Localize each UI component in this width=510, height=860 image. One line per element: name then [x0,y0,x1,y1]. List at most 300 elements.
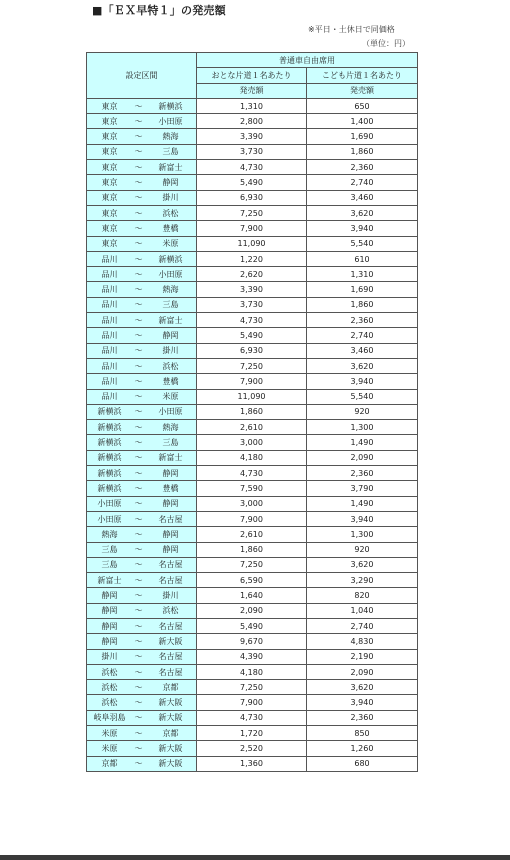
child-fare: 1,860 [307,297,418,312]
to-station: 小田原 [158,116,183,126]
adult-fare: 2,800 [197,114,307,129]
child-fare: 1,400 [307,114,418,129]
section-cell [87,404,197,419]
tilde: 〜 [134,315,143,325]
adult-fare: 4,730 [197,313,307,328]
table-row [87,726,418,741]
table-row [87,435,418,450]
fare-table-body [87,98,418,771]
child-fare: 2,090 [307,664,418,679]
from-station: 新横浜 [97,468,122,478]
child-fare: 850 [307,726,418,741]
to-station: 熱海 [162,285,179,295]
unit-note: （単位：円） [362,39,410,48]
to-station: 静岡 [162,499,179,509]
tilde: 〜 [134,116,143,126]
adult-fare: 1,640 [197,588,307,603]
tilde: 〜 [134,162,143,172]
from-station: 東京 [101,147,118,157]
adult-fare: 2,620 [197,267,307,282]
table-row [87,129,418,144]
section-cell [87,573,197,588]
to-station: 名古屋 [158,667,183,677]
table-row [87,267,418,282]
table-row [87,297,418,312]
section-cell [87,695,197,710]
to-station: 新大阪 [158,636,183,646]
to-station: 新富士 [158,162,183,172]
child-fare: 3,460 [307,343,418,358]
to-station: 三島 [162,300,179,310]
section-cell [87,450,197,465]
adult-fare: 5,490 [197,618,307,633]
tilde: 〜 [134,101,143,111]
section-cell [87,634,197,649]
to-station: 小田原 [158,407,183,417]
section-cell [87,588,197,603]
child-fare: 2,360 [307,466,418,481]
to-station: 三島 [162,438,179,448]
adult-fare: 6,930 [197,190,307,205]
header-child: こども片道１名あたり [307,68,418,83]
from-station: 東京 [101,193,118,203]
header-adult-sale: 発売額 [197,83,307,98]
child-fare: 3,460 [307,190,418,205]
tilde: 〜 [134,621,143,631]
adult-fare: 7,900 [197,221,307,236]
section-cell [87,435,197,450]
child-fare: 3,620 [307,557,418,572]
section-cell [87,190,197,205]
to-station: 名古屋 [158,514,183,524]
to-station: 豊橋 [162,483,179,493]
adult-fare: 1,360 [197,756,307,771]
child-fare: 2,740 [307,618,418,633]
table-row [87,175,418,190]
tilde: 〜 [134,330,143,340]
to-station: 熱海 [162,132,179,142]
section-cell [87,114,197,129]
from-station: 京都 [101,759,118,769]
from-station: 新横浜 [97,422,122,432]
from-station: 岐阜羽島 [93,713,126,723]
table-row [87,374,418,389]
section-cell [87,741,197,756]
adult-fare: 1,220 [197,251,307,266]
tilde: 〜 [134,193,143,203]
to-station: 熱海 [162,422,179,432]
section-cell [87,527,197,542]
from-station: 品川 [101,330,118,340]
to-station: 新大阪 [158,713,183,723]
adult-fare: 7,900 [197,511,307,526]
adult-fare: 1,310 [197,98,307,113]
section-cell [87,618,197,633]
child-fare: 650 [307,98,418,113]
child-fare: 4,830 [307,634,418,649]
child-fare: 920 [307,542,418,557]
section-cell [87,710,197,725]
tilde: 〜 [134,636,143,646]
child-fare: 3,940 [307,511,418,526]
section-cell [87,420,197,435]
table-row [87,98,418,113]
from-station: 三島 [101,545,118,555]
tilde: 〜 [134,682,143,692]
header-child-sale: 発売額 [307,83,418,98]
to-station: 京都 [162,682,179,692]
to-station: 静岡 [162,529,179,539]
table-row [87,664,418,679]
section-cell [87,680,197,695]
child-fare: 5,540 [307,389,418,404]
adult-fare: 3,730 [197,144,307,159]
adult-fare: 4,730 [197,466,307,481]
table-row [87,710,418,725]
table-row [87,328,418,343]
to-station: 米原 [162,239,179,249]
tilde: 〜 [134,453,143,463]
tilde: 〜 [134,361,143,371]
section-cell [87,466,197,481]
adult-fare: 7,250 [197,358,307,373]
adult-fare: 6,590 [197,573,307,588]
child-fare: 5,540 [307,236,418,251]
tilde: 〜 [134,591,143,601]
tilde: 〜 [134,698,143,708]
child-fare: 2,360 [307,313,418,328]
to-station: 京都 [162,728,179,738]
tilde: 〜 [134,178,143,188]
section-cell [87,603,197,618]
from-station: 米原 [101,744,118,753]
adult-fare: 3,000 [197,435,307,450]
section-cell [87,542,197,557]
child-fare: 3,940 [307,221,418,236]
from-station: 品川 [101,361,118,371]
table-row [87,236,418,251]
table-row [87,634,418,649]
tilde: 〜 [134,529,143,539]
to-station: 浜松 [162,361,179,371]
child-fare: 3,290 [307,573,418,588]
adult-fare: 7,900 [197,695,307,710]
header-group: 普通車自由席用 [197,53,418,68]
tilde: 〜 [134,438,143,448]
adult-fare: 2,090 [197,603,307,618]
tilde: 〜 [134,575,143,585]
child-fare: 1,260 [307,741,418,756]
child-fare: 2,360 [307,710,418,725]
tilde: 〜 [134,147,143,157]
to-station: 名古屋 [158,652,183,662]
child-fare: 2,360 [307,160,418,175]
table-row [87,542,418,557]
adult-fare: 11,090 [197,389,307,404]
from-station: 新横浜 [97,438,122,448]
tilde: 〜 [134,468,143,478]
section-cell [87,251,197,266]
child-fare: 920 [307,404,418,419]
tilde: 〜 [134,759,143,769]
to-station: 名古屋 [158,560,183,570]
to-station: 新富士 [158,315,183,325]
tilde: 〜 [134,392,143,402]
from-station: 東京 [101,132,118,142]
table-row [87,404,418,419]
table-row [87,420,418,435]
from-station: 静岡 [101,636,118,646]
from-station: 品川 [101,269,118,279]
header-section: 設定区間 [87,53,197,99]
child-fare: 2,090 [307,450,418,465]
to-station: 掛川 [162,193,179,203]
adult-fare: 2,610 [197,527,307,542]
adult-fare: 4,730 [197,710,307,725]
to-station: 新富士 [158,453,183,463]
section-cell [87,297,197,312]
section-cell [87,129,197,144]
table-row [87,114,418,129]
tilde: 〜 [134,483,143,493]
adult-fare: 4,730 [197,160,307,175]
tilde: 〜 [134,606,143,616]
table-row [87,313,418,328]
adult-fare: 7,250 [197,205,307,220]
to-station: 掛川 [162,346,179,356]
tilde: 〜 [134,300,143,310]
tilde: 〜 [134,667,143,677]
from-station: 新横浜 [97,483,122,493]
table-row [87,511,418,526]
table-row [87,389,418,404]
tilde: 〜 [134,132,143,142]
to-station: 静岡 [162,330,179,340]
from-station: 品川 [101,376,118,386]
section-cell [87,481,197,496]
section-cell [87,649,197,664]
tilde: 〜 [134,560,143,570]
tilde: 〜 [134,422,143,432]
adult-fare: 5,490 [197,328,307,343]
child-fare: 1,690 [307,282,418,297]
table-row [87,190,418,205]
child-fare: 1,300 [307,527,418,542]
table-row [87,466,418,481]
table-row [87,680,418,695]
tilde: 〜 [134,545,143,555]
section-cell [87,756,197,771]
to-station: 名古屋 [158,621,183,631]
from-station: 東京 [101,162,118,172]
to-station: 豊橋 [162,376,179,386]
adult-fare: 3,730 [197,297,307,312]
child-fare: 2,190 [307,649,418,664]
adult-fare: 3,390 [197,282,307,297]
section-cell [87,557,197,572]
child-fare: 1,860 [307,144,418,159]
from-station: 小田原 [97,499,122,509]
tilde: 〜 [134,728,143,738]
child-fare: 1,490 [307,496,418,511]
child-fare: 1,690 [307,129,418,144]
from-station: 浜松 [101,667,118,677]
from-station: 静岡 [101,606,118,616]
adult-fare: 7,900 [197,374,307,389]
child-fare: 2,740 [307,175,418,190]
from-station: 静岡 [101,621,118,631]
from-station: 新横浜 [97,453,122,463]
section-cell [87,496,197,511]
adult-fare: 2,520 [197,741,307,756]
child-fare: 3,940 [307,374,418,389]
tilde: 〜 [134,346,143,356]
child-fare: 610 [307,251,418,266]
table-row [87,603,418,618]
adult-fare: 7,250 [197,557,307,572]
table-row [87,756,418,771]
table-row [87,557,418,572]
to-station: 小田原 [158,269,183,279]
section-cell [87,205,197,220]
section-cell [87,175,197,190]
header-adult: おとな片道１名あたり [197,68,307,83]
table-row [87,573,418,588]
section-cell [87,160,197,175]
adult-fare: 1,720 [197,726,307,741]
from-station: 三島 [101,560,118,570]
adult-fare: 5,490 [197,175,307,190]
from-station: 小田原 [97,514,122,524]
tilde: 〜 [134,499,143,509]
from-station: 品川 [101,346,118,356]
table-row [87,221,418,236]
section-cell [87,98,197,113]
fare-table [86,52,418,772]
section-cell [87,726,197,741]
child-fare: 3,620 [307,358,418,373]
to-station: 浜松 [162,208,179,218]
table-row [87,251,418,266]
adult-fare: 4,390 [197,649,307,664]
adult-fare: 3,000 [197,496,307,511]
tilde: 〜 [134,744,143,753]
child-fare: 1,310 [307,267,418,282]
price-note: ※平日・土休日で同価格 [308,25,395,34]
from-station: 浜松 [101,682,118,692]
page-title: ■「ＥＸ早特１」の発売額 [92,4,226,17]
tilde: 〜 [134,713,143,723]
adult-fare: 7,250 [197,680,307,695]
from-station: 東京 [101,208,118,218]
from-station: 東京 [101,116,118,126]
child-fare: 3,620 [307,680,418,695]
adult-fare: 11,090 [197,236,307,251]
to-station: 浜松 [162,606,179,616]
tilde: 〜 [134,239,143,249]
adult-fare: 2,610 [197,420,307,435]
from-station: 新横浜 [97,407,122,417]
to-station: 新大阪 [158,744,183,753]
from-station: 熱海 [101,529,118,539]
to-station: 静岡 [162,468,179,478]
to-station: 静岡 [162,545,179,555]
child-fare: 1,490 [307,435,418,450]
tilde: 〜 [134,376,143,386]
section-cell [87,144,197,159]
table-row [87,695,418,710]
adult-fare: 4,180 [197,450,307,465]
section-cell [87,313,197,328]
child-fare: 1,040 [307,603,418,618]
section-cell [87,664,197,679]
to-station: 新大阪 [158,698,183,708]
bottom-bar [0,855,510,860]
tilde: 〜 [134,223,143,233]
from-station: 浜松 [101,698,118,708]
adult-fare: 4,180 [197,664,307,679]
from-station: 東京 [101,178,118,188]
tilde: 〜 [134,285,143,295]
to-station: 名古屋 [158,575,183,585]
child-fare: 2,740 [307,328,418,343]
to-station: 新大阪 [158,759,183,769]
child-fare: 3,940 [307,695,418,710]
table-row [87,527,418,542]
section-cell [87,511,197,526]
to-station: 静岡 [162,178,179,188]
section-cell [87,374,197,389]
child-fare: 3,620 [307,205,418,220]
to-station: 三島 [162,147,179,157]
from-station: 品川 [101,392,118,402]
adult-fare: 1,860 [197,404,307,419]
child-fare: 3,790 [307,481,418,496]
table-row [87,588,418,603]
from-station: 品川 [101,315,118,325]
child-fare: 1,300 [307,420,418,435]
section-cell [87,328,197,343]
to-station: 新横浜 [158,101,183,111]
table-row [87,649,418,664]
to-station: 米原 [162,392,179,402]
from-station: 掛川 [101,652,118,662]
adult-fare: 1,860 [197,542,307,557]
section-cell [87,221,197,236]
to-station: 豊橋 [162,223,179,233]
table-row [87,481,418,496]
section-cell [87,343,197,358]
tilde: 〜 [134,208,143,218]
section-cell [87,282,197,297]
from-station: 新富士 [97,575,122,585]
table-row [87,450,418,465]
tilde: 〜 [134,514,143,524]
from-station: 東京 [101,239,118,249]
table-row [87,160,418,175]
table-row [87,144,418,159]
adult-fare: 9,670 [197,634,307,649]
adult-fare: 6,930 [197,343,307,358]
child-fare: 820 [307,588,418,603]
table-row [87,741,418,756]
child-fare: 680 [307,756,418,771]
from-station: 品川 [101,285,118,295]
table-row [87,496,418,511]
to-station: 新横浜 [158,254,183,264]
section-cell [87,358,197,373]
table-row [87,205,418,220]
